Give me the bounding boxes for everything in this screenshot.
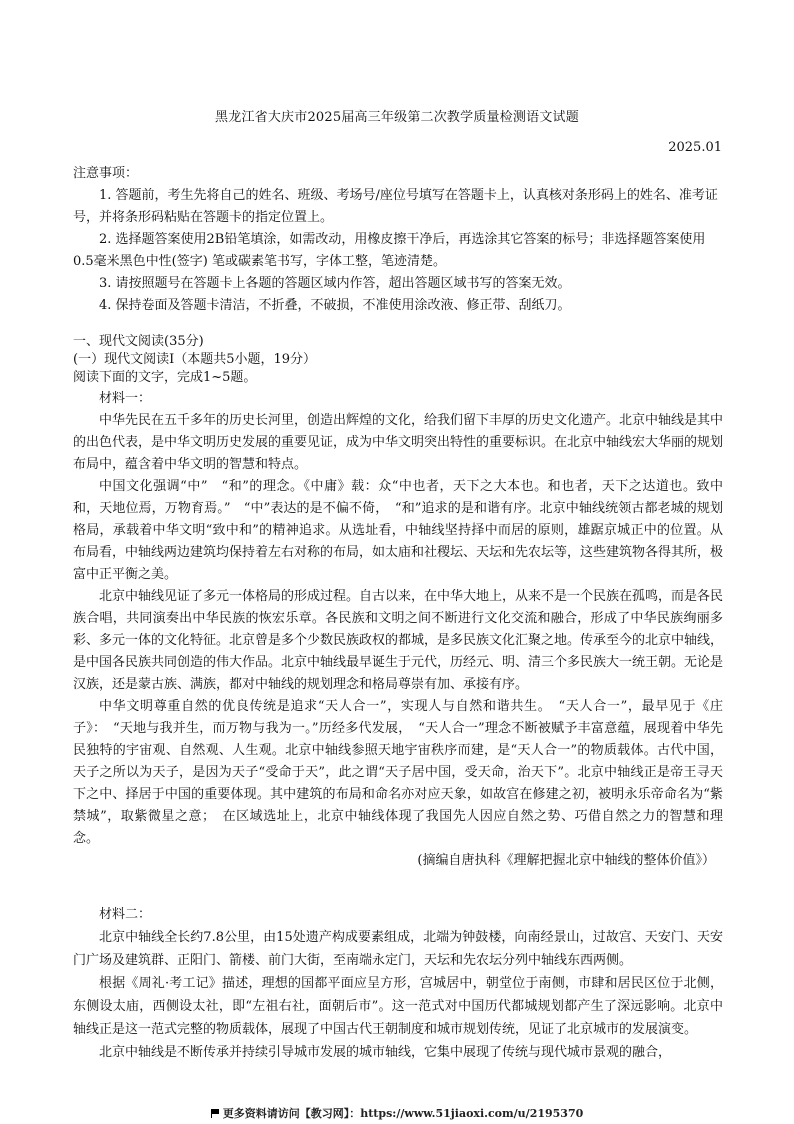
paragraph: 中华文明尊重自然的优良传统是追求“天人合一”，实现人与自然和谐共生。 “天人合一”，最早见于《庄子》： “天地与我并生，而万物与我为一。”历经多代发展， “天人合一”理念不断被赋予丰富意蕴，展现着中华先民独特的宇宙观、自然观、人生观。北京中轴线参照天地宇宙秩序而建，是“天人合一”的物质载体。古代中国，天子之所以为天子，是因为天子“受命于天”，此之谓“天子居中国，受天命，治天下”。北京中轴线正是帝王寻天下之中、择居于中国的重要体现。其中建筑的布局和命名亦对应天象，如故宫在修建之初，被明永乐帝命名为“紫禁城”，取紫微星之意； 在区域选址上，北京中轴线体现了我国先人因应自然之势、巧借自然之力的智慧和理念。 [73, 699, 723, 846]
reading-instruction: 阅读下面的文字，完成1~5题。 [73, 370, 257, 385]
notice-heading: 注意事项： [73, 166, 139, 181]
material-two [73, 903, 723, 1064]
notice-item: 1. 答题前，考生先将自己的姓名、班级、考场号/座位号填写在答题卡上，认真核对条形码上的姓名、准考证号，并将条形码粘贴在答题卡的指定位置上。 [73, 188, 718, 225]
notice-item: 4. 保持卷面及答题卡清洁，不折叠，不破损，不准使用涂改液、修正带、刮纸刀。 [99, 298, 571, 313]
source-citation: (摘编自唐执科《理解把握北京中轴线的整体价值》） [417, 853, 715, 868]
exam-date: 2025.01 [668, 140, 722, 155]
paragraph: 北京中轴线全长约7.8公里，由15处遗产构成要素组成，北端为钟鼓楼，向南经景山，过故宫、天安门、天安门广场及建筑群、正阳门、箭楼、前门大街，至南端永定门，天坛和先农坛分列中轴线东西两侧。 [73, 930, 723, 968]
section-header [73, 333, 723, 387]
flag-icon [211, 1109, 220, 1118]
notice-item: 2. 选择题答案使用2B铅笔填涂，如需改动，用橡皮擦干净后，再选涂其它答案的标号；非选择题答案使用0.5毫米黑色中性(签字) 笔或碳素笔书写，字体工整，笔迹清楚。 [73, 232, 706, 269]
footer [0, 1105, 794, 1121]
footer-link[interactable]: 更多资料请访问【教习网】：https://www.51jiaoxi.com/u/2195370 [222, 1107, 584, 1120]
section-heading: 一、现代文阅读(35分) [73, 334, 204, 349]
page-title: 黑龙江省大庆市2025届高三年级第二次教学质量检测语文试题 [215, 110, 579, 125]
paragraph: 中华先民在五千多年的历史长河里，创造出辉煌的文化，给我们留下丰厚的历史文化遗产。北京中轴线是其中的出色代表，是中华文明历史发展的重要见证，成为中华文明突出特性的重要标识。在北京中轴线宏大华丽的规划布局中，蕴含着中华文明的智慧和特点。 [73, 413, 724, 472]
paragraph: 中国文化强调“中” “和”的理念。《中庸》载：众“中也者，天下之大本也。和也者，天下之达道也。致中和，天地位焉，万物育焉。” “中”表达的是不偏不倚， “和”追求的是和谐有序。北京中轴线统领古都老城的规划格局，承载着中华文明“致中和”的精神追求。从选址看，中轴线坚持择中而居的原则，雄踞京城正中的位置。从布局看，中轴线两边建筑均保持着左右对称的布局，如太庙和社稷坛、天坛和先农坛等，这些建筑物各得其所，极富中正平衡之美。 [73, 479, 724, 582]
notice-item: 3. 请按照题号在答题卡上各题的答题区域内作答，超出答题区域书写的答案无效。 [99, 276, 571, 291]
paragraph: 北京中轴线是不断传承并持续引导城市发展的城市轴线，它集中展现了传统与现代城市景观的融合， [99, 1045, 672, 1060]
notice-block [73, 163, 723, 317]
paragraph: 北京中轴线见证了多元一体格局的形成过程。自古以来，在中华大地上，从来不是一个民族在孤鸣，而是各民族合唱，共同演奏出中华民族的恢宏乐章。各民族和文明之间不断进行文化交流和融合，形成了中华民族绚丽多彩、多元一体的文化特征。北京曾是多个少数民族政权的都城，是多民族文化汇聚之地。传承至今的北京中轴线，是中国各民族共同创造的伟大作品。北京中轴线最早诞生于元代，历经元、明、清三个多民族大一统王朝。无论是汉族，还是蒙古族、满族，都对中轴线的规划理念和格局尊崇有加、承接有序。 [73, 589, 724, 692]
material-one [73, 388, 723, 872]
subsection-heading: (一）现代文阅读Ⅰ（本题共5小题，19分） [73, 352, 317, 367]
material-label: 材料二： [99, 907, 152, 922]
material-label: 材料一： [99, 391, 152, 406]
paragraph: 根据《周礼·考工记》描述，理想的国都平面应呈方形，宫城居中，朝堂位于南侧，市肆和居民区位于北侧，东侧设太庙，西侧设太社，即“左祖右社，面朝后市”。这一范式对中国历代都城规划都产生了深远影响。北京中轴线正是这一范式完整的物质载体，展现了中国古代王朝制度和城市规划传统，见证了北京城市的发展演变。 [73, 976, 723, 1037]
